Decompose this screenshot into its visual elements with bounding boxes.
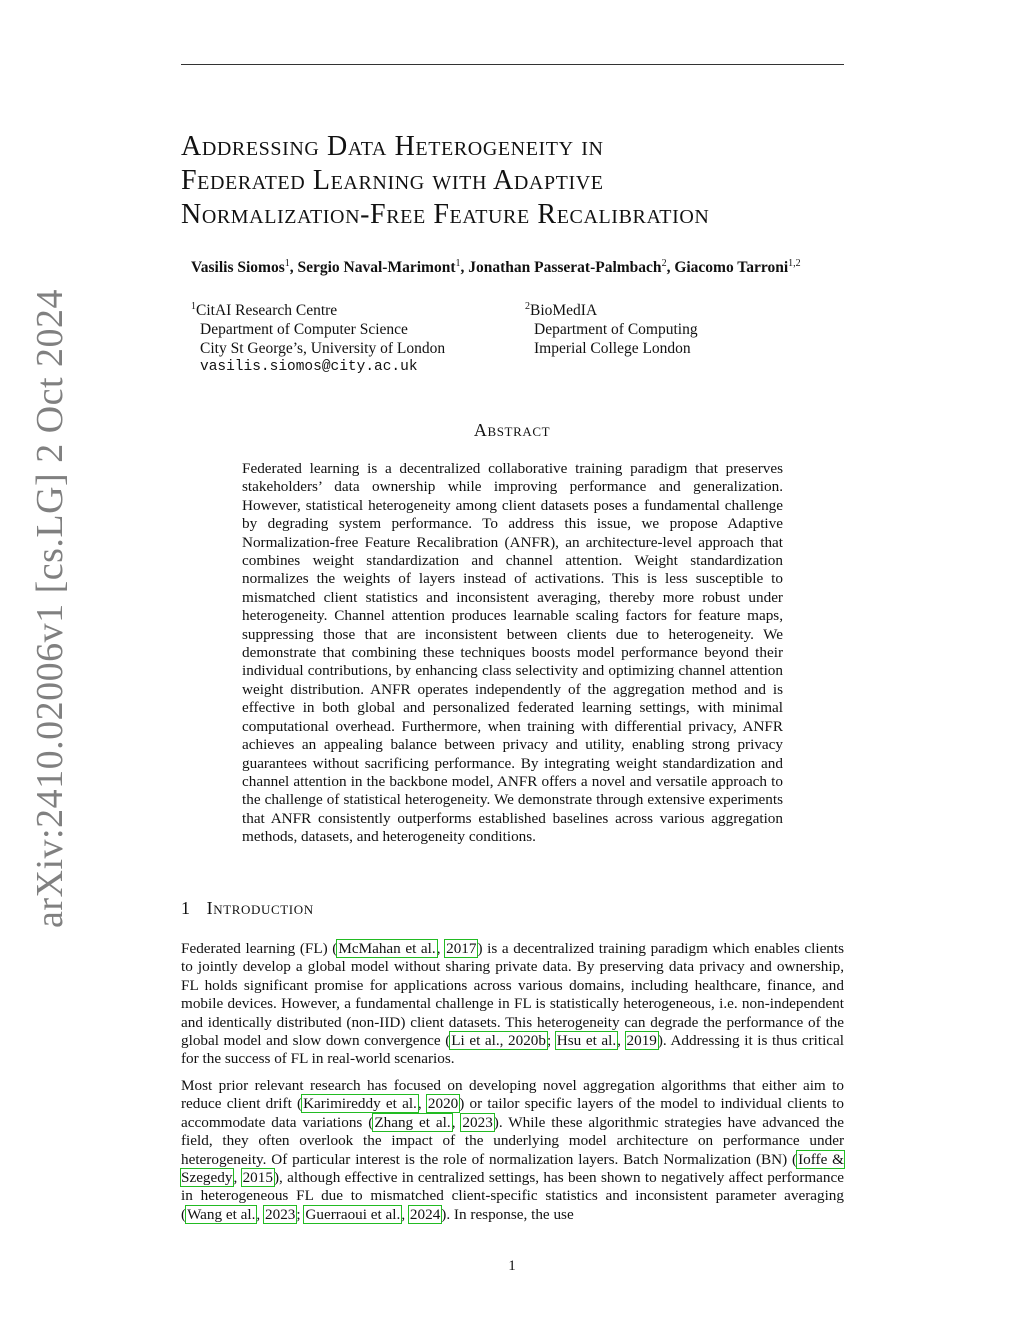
text-run: ). Addressing it is thus critical for the success of FL in real-world scenarios. bbox=[181, 1032, 844, 1068]
text-run: , bbox=[436, 940, 446, 957]
affiliation-name: BioMedIA bbox=[530, 302, 598, 320]
author-name: Giacomo Tarroni bbox=[674, 259, 789, 277]
text-run: Federated learning (FL) ( bbox=[181, 940, 338, 957]
text-run: ), although effective in centralized settings, has been shown to negatively affect performance in heterogeneous FL due to mismatched client-specific statistics and inconsistent parameter averaging ( bbox=[181, 1169, 845, 1223]
author-list: Vasilis Siomos$^1$, Sergio Naval-Marimont$^1$, Jonathan Passerat-Palmbach$^2$, Giacomo Tarroni$^{1,2}$ bbox=[191, 258, 801, 277]
citation-link[interactable]: 2023 bbox=[462, 1113, 493, 1131]
affiliation-1 bbox=[191, 297, 445, 377]
text-run: ) or tailor specific layers of the model to individual clients to accommodate data variations ( bbox=[181, 1095, 844, 1131]
citation-link[interactable]: 2023 bbox=[265, 1205, 296, 1223]
citation-link[interactable]: 2020 bbox=[427, 1095, 459, 1113]
text-run: Most prior relevant research has focused on developing novel aggregation algorithms that either aim to reduce client drift ( bbox=[181, 1077, 844, 1113]
affiliation-institution: Imperial College London bbox=[534, 340, 691, 358]
abstract-text: Federated learning is a decentralized collaborative training paradigm that preserves stakeholders’ data ownership while improving performance and generalization. However, statistical heterogeneity among client datasets poses a fundamental challenge by degrading system performance. To address this issue, we propose Adaptive Normalization-free Feature Recalibration (ANFR), an architecture-level approach that combines weight standardization and channel attention. Weight standardization normalizes the weights of layers instead of activations. This is less susceptible to mismatched client statistics and inconsistent averaging, thereby more robust under heterogeneity. Channel attention produces learnable scaling factors for feature maps, suppressing those that are inconsistent between clients due to heterogeneity. We demonstrate that combining these techniques boosts model performance beyond their individual contributions, by enhancing class selectivity and optimizing channel attention weight distribution. ANFR operates independently of the aggregation method and is effective in both global and personalized federated learning settings, with minimal computational overhead. Furthermore, when training with differential privacy, ANFR achieves an appealing balance between privacy and utility, enabling strong privacy guarantees without sacrificing performance. By integrating weight standardization and channel attention in the backbone model, ANFR offers a novel and versatile approach to the challenge of statistical heterogeneity. We demonstrate through extensive experiments that ANFR consistently outperforms established baselines across various aggregation methods, datasets, and heterogeneity conditions. bbox=[242, 460, 783, 846]
author-email[interactable]: vasilis.siomos@city.ac.uk bbox=[200, 359, 418, 376]
affiliation-institution: City St George’s, University of London bbox=[200, 340, 446, 358]
affiliation-mark: 2 bbox=[525, 301, 530, 312]
citation-link[interactable]: Zhang et al. bbox=[374, 1113, 451, 1131]
title-line: Addressing Data Heterogeneity in bbox=[181, 131, 604, 162]
author-affiliation-mark: 1,2 bbox=[788, 258, 801, 269]
citation-link[interactable]: Li et al., 2020b bbox=[451, 1032, 546, 1050]
citation-link[interactable]: Karimireddy et al. bbox=[303, 1095, 417, 1113]
title-line: Federated Learning with Adaptive bbox=[181, 165, 604, 196]
author-affiliation-mark: 1 bbox=[284, 258, 290, 269]
top-rule bbox=[181, 64, 844, 65]
text-run: ; bbox=[546, 1032, 556, 1050]
section-heading bbox=[181, 898, 314, 919]
citation-link[interactable]: 2019 bbox=[626, 1032, 657, 1050]
text-run: , bbox=[256, 1205, 265, 1223]
citation-link[interactable]: McMahan et al. bbox=[338, 940, 436, 957]
affiliation-2 bbox=[525, 297, 698, 358]
author-name: Sergio Naval-Marimont bbox=[297, 259, 456, 277]
affiliation-mark: 1 bbox=[191, 301, 196, 312]
citation-link[interactable]: Ioffe & Szegedy bbox=[181, 1150, 844, 1187]
author-affiliation-mark: 2 bbox=[661, 258, 667, 269]
intro-paragraph-1 bbox=[181, 940, 844, 1069]
page-number: 1 bbox=[508, 1258, 516, 1274]
text-run: ) is a decentralized training paradigm which enables clients to jointly develop a global model without sharing private data. By preserving data privacy and ownership, FL holds significant promise for applications across various domains, including healthcare, finance, and mobile devices. However, a fundamental challenge in FL is statistically heterogeneous, i.e. non-independent and identically distributed (non-IID) client datasets. This heterogeneity can degrade the performance of the global model and slow down convergence ( bbox=[181, 940, 845, 1050]
affiliation-name: CitAI Research Centre bbox=[196, 302, 338, 320]
affiliation-dept: Department of Computing bbox=[534, 321, 698, 339]
text-run: , bbox=[451, 1113, 462, 1131]
section-title: Introduction bbox=[206, 898, 314, 918]
citation-link[interactable]: 2024 bbox=[409, 1205, 441, 1223]
intro-paragraph-2 bbox=[181, 1077, 844, 1224]
author-name: Vasilis Siomos bbox=[191, 259, 285, 277]
text-run: ; bbox=[296, 1205, 305, 1223]
citation-link[interactable]: Guerraoui et al. bbox=[305, 1205, 401, 1223]
affiliation-dept: Department of Computer Science bbox=[200, 321, 408, 339]
text-run: , bbox=[233, 1169, 242, 1187]
text-run: , bbox=[417, 1095, 427, 1113]
paper-title bbox=[181, 130, 851, 232]
author-affiliation-mark: 1 bbox=[455, 258, 461, 269]
citation-link[interactable]: 2015 bbox=[242, 1169, 273, 1187]
author-name: Jonathan Passerat-Palmbach bbox=[468, 259, 662, 277]
text-run: , bbox=[401, 1205, 409, 1223]
abstract-heading: Abstract bbox=[473, 420, 551, 440]
text-run: ). While these algorithmic strategies have advanced the field, they often overlook the impact of the underlying model architecture on performance under heterogeneity. Of particular interest is the role of normalization layers. Batch Normalization (BN) ( bbox=[181, 1113, 845, 1168]
text-run: , bbox=[617, 1032, 626, 1050]
arxiv-stamp[interactable]: arXiv:2410.02006v1 [cs.LG] 2 Oct 2024 bbox=[29, 288, 71, 928]
section-number: 1 bbox=[181, 898, 191, 918]
citation-link[interactable]: Hsu et al. bbox=[556, 1032, 617, 1050]
title-line: Normalization-Free Feature Recalibration bbox=[181, 199, 710, 230]
citation-link[interactable]: Wang et al. bbox=[187, 1205, 256, 1223]
citation-link[interactable]: 2017 bbox=[446, 940, 477, 957]
text-run: ). In response, the use bbox=[441, 1205, 574, 1223]
